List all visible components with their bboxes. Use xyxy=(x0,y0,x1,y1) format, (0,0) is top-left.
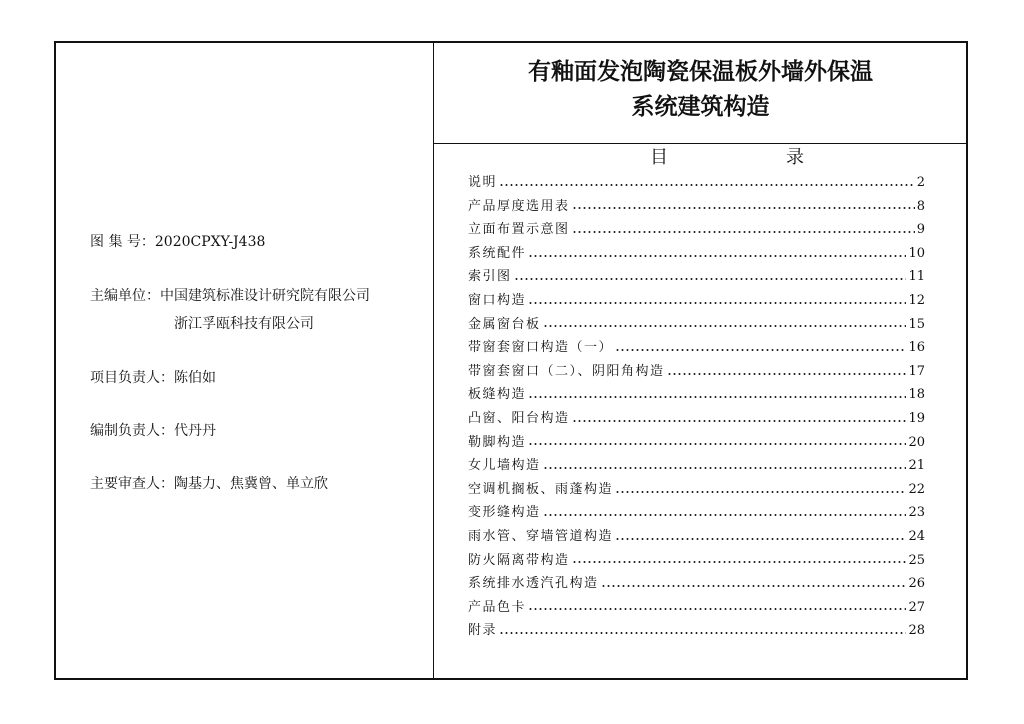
editor-unit-secondary: 浙江孚瓯科技有限公司 xyxy=(174,316,314,332)
toc-entry[interactable] xyxy=(468,596,925,620)
toc-entry-title: 产品厚度选用表 xyxy=(468,198,570,214)
chief-reviewers: 主要审查人：陶基力、焦冀曾、单立欣 xyxy=(90,476,328,492)
dot-leader xyxy=(667,372,907,376)
dot-leader xyxy=(528,442,906,446)
dot-leader xyxy=(572,560,907,564)
toc-entry[interactable] xyxy=(468,336,925,360)
toc-entry-page: 9 xyxy=(916,222,925,238)
toc-entry[interactable] xyxy=(468,549,925,573)
toc-entry-page: 8 xyxy=(916,198,925,214)
toc-entry-page: 10 xyxy=(908,245,925,261)
toc-entry-title: 系统排水透汽孔构造 xyxy=(468,576,599,592)
toc-entry-page: 27 xyxy=(908,599,925,615)
toc-entry[interactable] xyxy=(468,501,925,525)
toc-entry-title: 附录 xyxy=(468,623,498,639)
vertical-divider xyxy=(433,41,434,680)
toc-entry[interactable] xyxy=(468,360,925,384)
dot-leader xyxy=(615,490,906,494)
toc-entry[interactable] xyxy=(468,478,925,502)
dot-leader xyxy=(572,206,915,210)
toc-entry-page: 23 xyxy=(908,505,925,521)
toc-entry[interactable] xyxy=(468,431,925,455)
toc-entry-title: 说明 xyxy=(468,175,498,190)
toc-entry[interactable] xyxy=(468,218,925,242)
table-of-contents xyxy=(468,171,925,643)
dot-leader xyxy=(615,348,906,352)
toc-entry-page: 16 xyxy=(908,340,925,356)
dot-leader xyxy=(499,631,906,635)
toc-entry-title: 窗口构造 xyxy=(468,292,527,308)
toc-heading-right: 录 xyxy=(786,147,804,168)
toc-entry[interactable] xyxy=(468,619,925,643)
project-lead: 项目负责人：陈伯如 xyxy=(90,370,216,386)
toc-entry[interactable] xyxy=(468,383,925,407)
toc-entry-title: 系统配件 xyxy=(468,245,527,261)
dot-leader xyxy=(615,537,906,541)
toc-entry-title: 凸窗、阳台构造 xyxy=(468,410,570,426)
toc-entry[interactable] xyxy=(468,289,925,313)
toc-entry-page: 26 xyxy=(908,576,925,592)
dot-leader xyxy=(528,607,906,611)
toc-entry[interactable] xyxy=(468,171,925,195)
dot-leader xyxy=(543,324,907,328)
toc-entry-title: 立面布置示意图 xyxy=(468,222,570,238)
dot-leader xyxy=(528,254,906,258)
toc-entry-page: 20 xyxy=(908,434,925,450)
toc-entry-page: 18 xyxy=(908,387,925,403)
toc-entry-title: 产品色卡 xyxy=(468,599,527,615)
compiler-lead: 编制负责人：代丹丹 xyxy=(90,423,216,439)
dot-leader xyxy=(514,277,907,281)
toc-entry-page: 12 xyxy=(908,292,925,308)
toc-entry-title: 带窗套窗口构造（一） xyxy=(468,340,614,356)
toc-entry[interactable] xyxy=(468,195,925,219)
dot-leader xyxy=(543,466,907,470)
toc-entry-page: 21 xyxy=(908,458,925,474)
toc-heading-left: 目 xyxy=(650,147,668,168)
toc-entry-title: 板缝构造 xyxy=(468,387,527,403)
toc-entry-title: 雨水管、穿墙管道构造 xyxy=(468,528,614,544)
toc-entry-page: 17 xyxy=(908,363,925,379)
toc-entry-title: 女儿墙构造 xyxy=(468,458,541,474)
toc-entry[interactable] xyxy=(468,454,925,478)
dot-leader xyxy=(528,395,906,399)
toc-entry[interactable] xyxy=(468,525,925,549)
toc-entry-page: 19 xyxy=(908,410,925,426)
dot-leader xyxy=(499,183,915,187)
atlas-number: 图 集 号：2020CPXY-J438 xyxy=(90,234,266,250)
dot-leader xyxy=(543,513,907,517)
title-line-1: 有釉面发泡陶瓷保温板外墙外保温 xyxy=(528,59,873,85)
dot-leader xyxy=(601,584,907,588)
dot-leader xyxy=(528,301,906,305)
toc-entry-page: 11 xyxy=(908,269,925,285)
dot-leader xyxy=(572,230,915,234)
editor-unit: 主编单位：中国建筑标准设计研究院有限公司 xyxy=(90,288,370,304)
toc-entry-page: 2 xyxy=(916,175,925,190)
toc-entry-title: 勒脚构造 xyxy=(468,434,527,450)
toc-entry[interactable] xyxy=(468,572,925,596)
toc-entry-title: 空调机搁板、雨蓬构造 xyxy=(468,481,614,497)
toc-entry[interactable] xyxy=(468,313,925,337)
toc-entry-title: 索引图 xyxy=(468,269,512,285)
title-line-2: 系统建筑构造 xyxy=(631,94,770,120)
toc-entry[interactable] xyxy=(468,407,925,431)
title-separator xyxy=(433,143,968,144)
toc-entry-title: 变形缝构造 xyxy=(468,505,541,521)
toc-entry-title: 带窗套窗口（二）、阴阳角构造 xyxy=(468,363,665,379)
toc-entry-page: 25 xyxy=(908,552,925,568)
toc-entry[interactable] xyxy=(468,265,925,289)
document-title xyxy=(434,55,967,125)
toc-entry-page: 28 xyxy=(908,623,925,639)
toc-entry-page: 15 xyxy=(908,316,925,332)
toc-entry-title: 防火隔离带构造 xyxy=(468,552,570,568)
toc-entry-page: 22 xyxy=(908,481,925,497)
dot-leader xyxy=(572,419,907,423)
toc-entry-page: 24 xyxy=(908,528,925,544)
toc-entry[interactable] xyxy=(468,242,925,266)
toc-entry-title: 金属窗台板 xyxy=(468,316,541,332)
